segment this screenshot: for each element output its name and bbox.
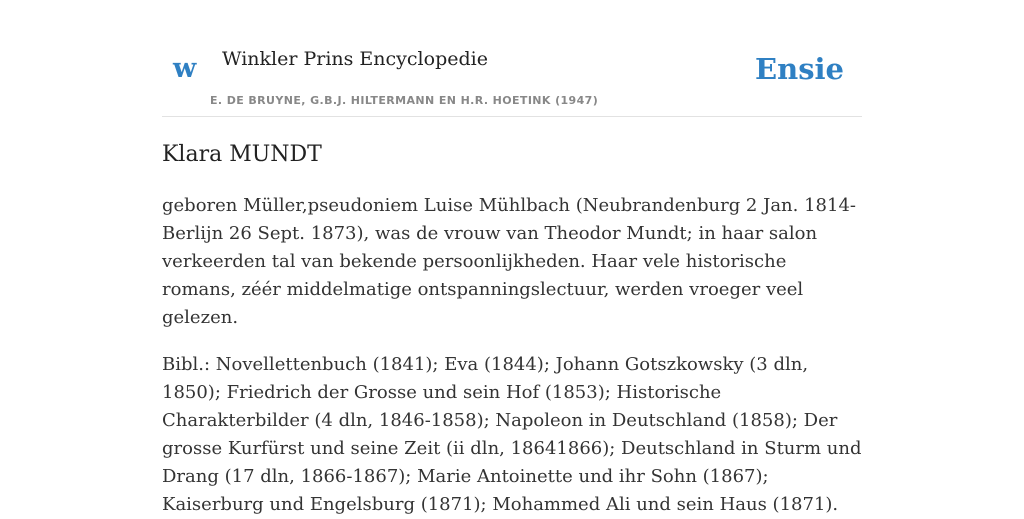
site-header — [162, 0, 862, 117]
entry-title: Klara MUNDT — [162, 142, 322, 167]
article-paragraph: geboren Müller,pseudoniem Luise Mühlbach (Neubrandenburg 2 Jan. 1814-Berlijn 26 Sept. 1873), was de vrouw van Theodor Mundt; in haar salon verkeerden tal van bekende persoonlijkheden. Haar vele historische romans, zéér middelmatige ontspanningslectuur, werden vroeger veel gelezen. — [162, 195, 856, 328]
winkler-prins-logo[interactable]: w — [173, 53, 197, 84]
authors-line: E. DE BRUYNE, G.B.J. HILTERMANN EN H.R. HOETINK (1947) — [210, 94, 599, 107]
bibliography-paragraph: Bibl.: Novellettenbuch (1841); Eva (1844); Johann Gotszkowsky (3 dln, 1850); Friedrich der Grosse und sein Hof (1853); Historische Charakterbilder (4 dln, 1846-1858); Napoleon in Deutschland (1858); Der grosse Kurfürst und seine Zeit (ii dln, 18641866); Deutschland in Sturm und Drang (17 dln, 1866-1867); Marie Antoinette und ihr Sohn (1867); Kaiserburg und Engelsburg (1871); Mohammed Ali und sein Haus (1871). — [162, 354, 862, 515]
article — [162, 138, 862, 519]
ensie-logo-link[interactable]: Ensie — [755, 52, 844, 86]
encyclopedia-title[interactable]: Winkler Prins Encyclopedie — [222, 48, 488, 70]
